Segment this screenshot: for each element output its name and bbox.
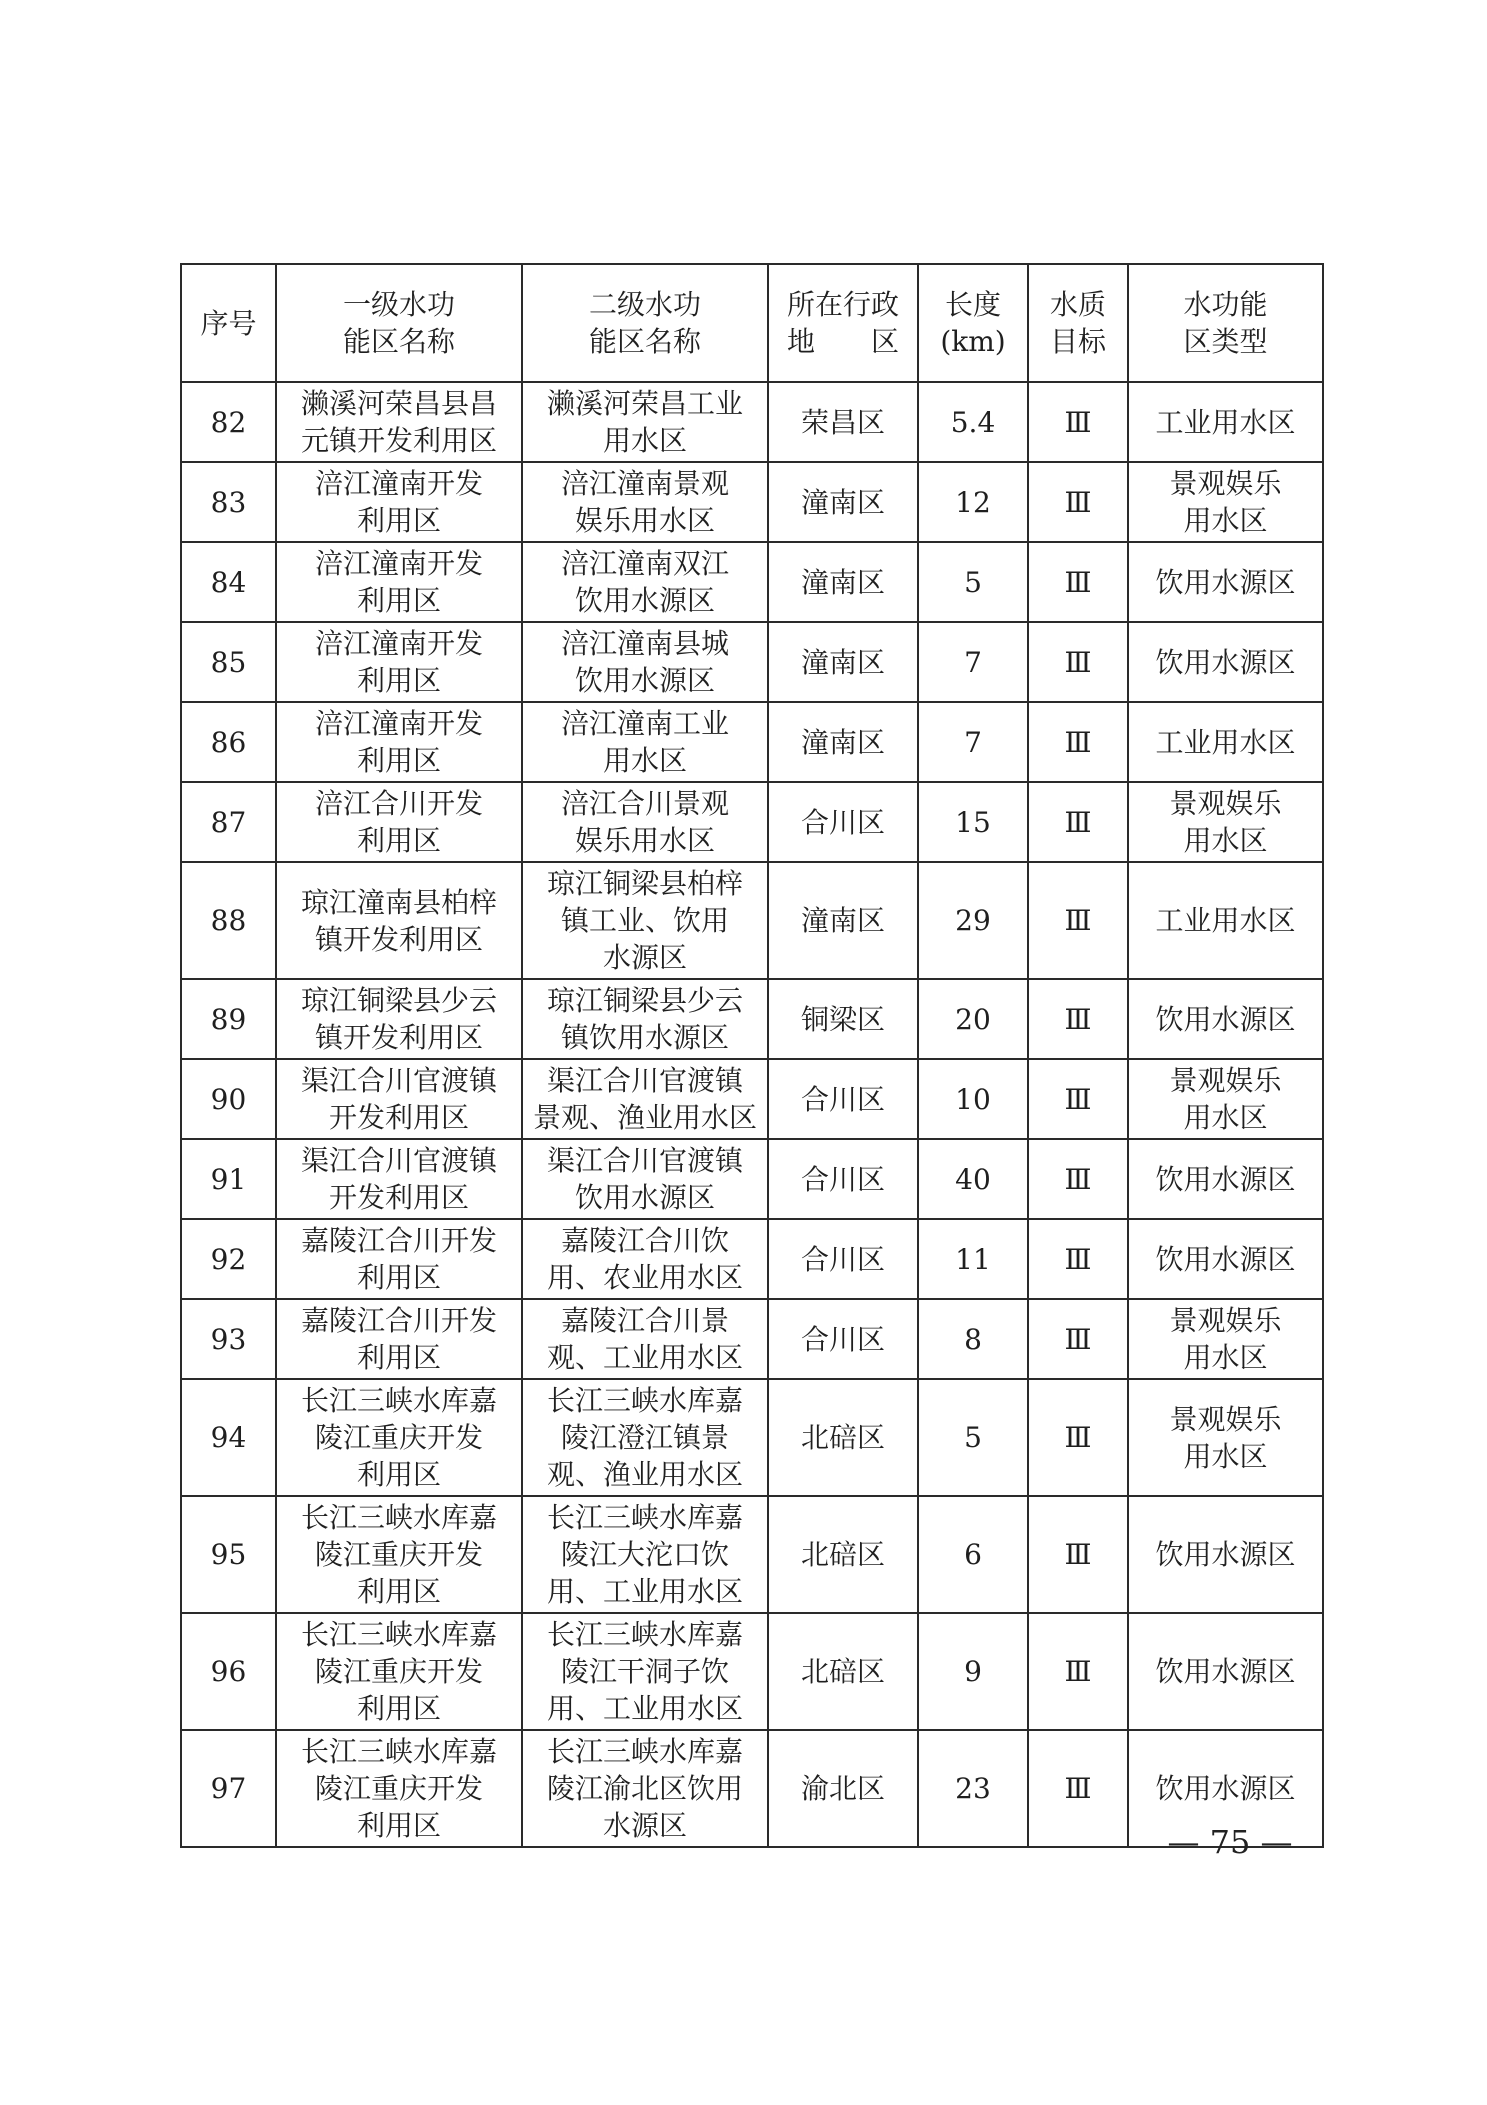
table-row [181,979,1323,1059]
cell-secondary-zone: 涪江潼南县城 饮用水源区 [522,622,768,702]
cell-index: 95 [181,1496,276,1613]
cell-zone-type: 饮用水源区 [1128,622,1323,702]
header-index: 序号 [181,264,276,382]
cell-secondary-zone: 长江三峡水库嘉 陵江大沱口饮 用、工业用水区 [522,1496,768,1613]
cell-primary-zone: 涪江潼南开发 利用区 [276,542,522,622]
cell-quality-target: Ⅲ [1028,1059,1128,1139]
cell-quality-target: Ⅲ [1028,1730,1128,1847]
cell-primary-zone: 渠江合川官渡镇 开发利用区 [276,1139,522,1219]
cell-primary-zone: 长江三峡水库嘉 陵江重庆开发 利用区 [276,1496,522,1613]
cell-admin-region: 北碚区 [768,1379,918,1496]
cell-zone-type: 景观娱乐 用水区 [1128,462,1323,542]
cell-index: 86 [181,702,276,782]
cell-zone-type: 饮用水源区 [1128,979,1323,1059]
cell-zone-type: 景观娱乐 用水区 [1128,1059,1323,1139]
cell-quality-target: Ⅲ [1028,979,1128,1059]
cell-quality-target: Ⅲ [1028,382,1128,462]
cell-zone-type: 工业用水区 [1128,702,1323,782]
cell-length: 20 [918,979,1028,1059]
cell-length: 8 [918,1299,1028,1379]
cell-secondary-zone: 涪江潼南工业 用水区 [522,702,768,782]
cell-quality-target: Ⅲ [1028,1613,1128,1730]
cell-secondary-zone: 涪江潼南景观 娱乐用水区 [522,462,768,542]
table-row [181,1379,1323,1496]
table-row [181,1299,1323,1379]
cell-admin-region: 北碚区 [768,1613,918,1730]
cell-length: 5 [918,542,1028,622]
cell-quality-target: Ⅲ [1028,1379,1128,1496]
table-row [181,1613,1323,1730]
table-header-row [181,264,1323,382]
cell-length: 10 [918,1059,1028,1139]
cell-index: 83 [181,462,276,542]
cell-length: 29 [918,862,1028,979]
cell-secondary-zone: 涪江潼南双江 饮用水源区 [522,542,768,622]
cell-length: 9 [918,1613,1028,1730]
cell-zone-type: 饮用水源区 [1128,1219,1323,1299]
cell-index: 84 [181,542,276,622]
cell-quality-target: Ⅲ [1028,542,1128,622]
cell-primary-zone: 长江三峡水库嘉 陵江重庆开发 利用区 [276,1379,522,1496]
table-row [181,1219,1323,1299]
cell-primary-zone: 长江三峡水库嘉 陵江重庆开发 利用区 [276,1613,522,1730]
cell-primary-zone: 涪江潼南开发 利用区 [276,462,522,542]
cell-length: 5.4 [918,382,1028,462]
cell-primary-zone: 渠江合川官渡镇 开发利用区 [276,1059,522,1139]
cell-quality-target: Ⅲ [1028,462,1128,542]
cell-index: 92 [181,1219,276,1299]
cell-admin-region: 北碚区 [768,1496,918,1613]
cell-quality-target: Ⅲ [1028,782,1128,862]
header-water-quality-target: 水质 目标 [1028,264,1128,382]
water-function-zone-table [180,263,1324,1848]
cell-secondary-zone: 嘉陵江合川景 观、工业用水区 [522,1299,768,1379]
table-row [181,542,1323,622]
cell-length: 5 [918,1379,1028,1496]
cell-admin-region: 合川区 [768,1219,918,1299]
table-row [181,462,1323,542]
cell-secondary-zone: 渠江合川官渡镇 饮用水源区 [522,1139,768,1219]
cell-index: 87 [181,782,276,862]
cell-secondary-zone: 琼江铜梁县柏梓 镇工业、饮用 水源区 [522,862,768,979]
table-row [181,1059,1323,1139]
cell-length: 11 [918,1219,1028,1299]
cell-index: 82 [181,382,276,462]
cell-admin-region: 合川区 [768,1299,918,1379]
cell-index: 94 [181,1379,276,1496]
table-row [181,1139,1323,1219]
cell-quality-target: Ⅲ [1028,1299,1128,1379]
cell-zone-type: 饮用水源区 [1128,1730,1323,1847]
cell-secondary-zone: 琼江铜梁县少云 镇饮用水源区 [522,979,768,1059]
cell-zone-type: 饮用水源区 [1128,1496,1323,1613]
cell-length: 40 [918,1139,1028,1219]
cell-index: 85 [181,622,276,702]
cell-primary-zone: 琼江潼南县柏梓 镇开发利用区 [276,862,522,979]
table-row [181,622,1323,702]
cell-zone-type: 工业用水区 [1128,862,1323,979]
cell-admin-region: 合川区 [768,782,918,862]
cell-zone-type: 景观娱乐 用水区 [1128,782,1323,862]
cell-index: 96 [181,1613,276,1730]
cell-length: 7 [918,622,1028,702]
cell-zone-type: 饮用水源区 [1128,542,1323,622]
cell-admin-region: 合川区 [768,1059,918,1139]
cell-length: 7 [918,702,1028,782]
cell-admin-region: 潼南区 [768,862,918,979]
cell-admin-region: 潼南区 [768,462,918,542]
cell-length: 12 [918,462,1028,542]
header-secondary-zone: 二级水功 能区名称 [522,264,768,382]
cell-admin-region: 合川区 [768,1139,918,1219]
cell-secondary-zone: 长江三峡水库嘉 陵江干洞子饮 用、工业用水区 [522,1613,768,1730]
cell-quality-target: Ⅲ [1028,1219,1128,1299]
cell-secondary-zone: 长江三峡水库嘉 陵江澄江镇景 观、渔业用水区 [522,1379,768,1496]
cell-admin-region: 潼南区 [768,702,918,782]
header-primary-zone: 一级水功 能区名称 [276,264,522,382]
table-row [181,862,1323,979]
cell-secondary-zone: 嘉陵江合川饮 用、农业用水区 [522,1219,768,1299]
cell-primary-zone: 嘉陵江合川开发 利用区 [276,1299,522,1379]
cell-quality-target: Ⅲ [1028,1139,1128,1219]
cell-primary-zone: 涪江合川开发 利用区 [276,782,522,862]
page-number: — 75 — [1167,1823,1293,1861]
cell-admin-region: 渝北区 [768,1730,918,1847]
cell-index: 97 [181,1730,276,1847]
cell-secondary-zone: 濑溪河荣昌工业 用水区 [522,382,768,462]
cell-zone-type: 景观娱乐 用水区 [1128,1299,1323,1379]
cell-length: 15 [918,782,1028,862]
cell-quality-target: Ⅲ [1028,1496,1128,1613]
cell-quality-target: Ⅲ [1028,862,1128,979]
header-admin-region: 所在行政 地 区 [768,264,918,382]
table-row [181,382,1323,462]
cell-primary-zone: 琼江铜梁县少云 镇开发利用区 [276,979,522,1059]
cell-quality-target: Ⅲ [1028,702,1128,782]
cell-index: 88 [181,862,276,979]
cell-quality-target: Ⅲ [1028,622,1128,702]
cell-index: 90 [181,1059,276,1139]
table-row [181,702,1323,782]
table-row [181,1496,1323,1613]
header-zone-type: 水功能 区类型 [1128,264,1323,382]
cell-admin-region: 潼南区 [768,542,918,622]
cell-index: 91 [181,1139,276,1219]
cell-zone-type: 饮用水源区 [1128,1613,1323,1730]
cell-secondary-zone: 涪江合川景观 娱乐用水区 [522,782,768,862]
cell-zone-type: 工业用水区 [1128,382,1323,462]
cell-primary-zone: 嘉陵江合川开发 利用区 [276,1219,522,1299]
cell-zone-type: 景观娱乐 用水区 [1128,1379,1323,1496]
cell-admin-region: 荣昌区 [768,382,918,462]
cell-primary-zone: 涪江潼南开发 利用区 [276,622,522,702]
cell-admin-region: 潼南区 [768,622,918,702]
cell-secondary-zone: 渠江合川官渡镇 景观、渔业用水区 [522,1059,768,1139]
cell-secondary-zone: 长江三峡水库嘉 陵江渝北区饮用 水源区 [522,1730,768,1847]
cell-index: 89 [181,979,276,1059]
header-length: 长度 (km) [918,264,1028,382]
cell-primary-zone: 涪江潼南开发 利用区 [276,702,522,782]
cell-index: 93 [181,1299,276,1379]
cell-admin-region: 铜梁区 [768,979,918,1059]
cell-length: 6 [918,1496,1028,1613]
cell-length: 23 [918,1730,1028,1847]
table-row [181,782,1323,862]
cell-zone-type: 饮用水源区 [1128,1139,1323,1219]
cell-primary-zone: 濑溪河荣昌县昌 元镇开发利用区 [276,382,522,462]
cell-primary-zone: 长江三峡水库嘉 陵江重庆开发 利用区 [276,1730,522,1847]
